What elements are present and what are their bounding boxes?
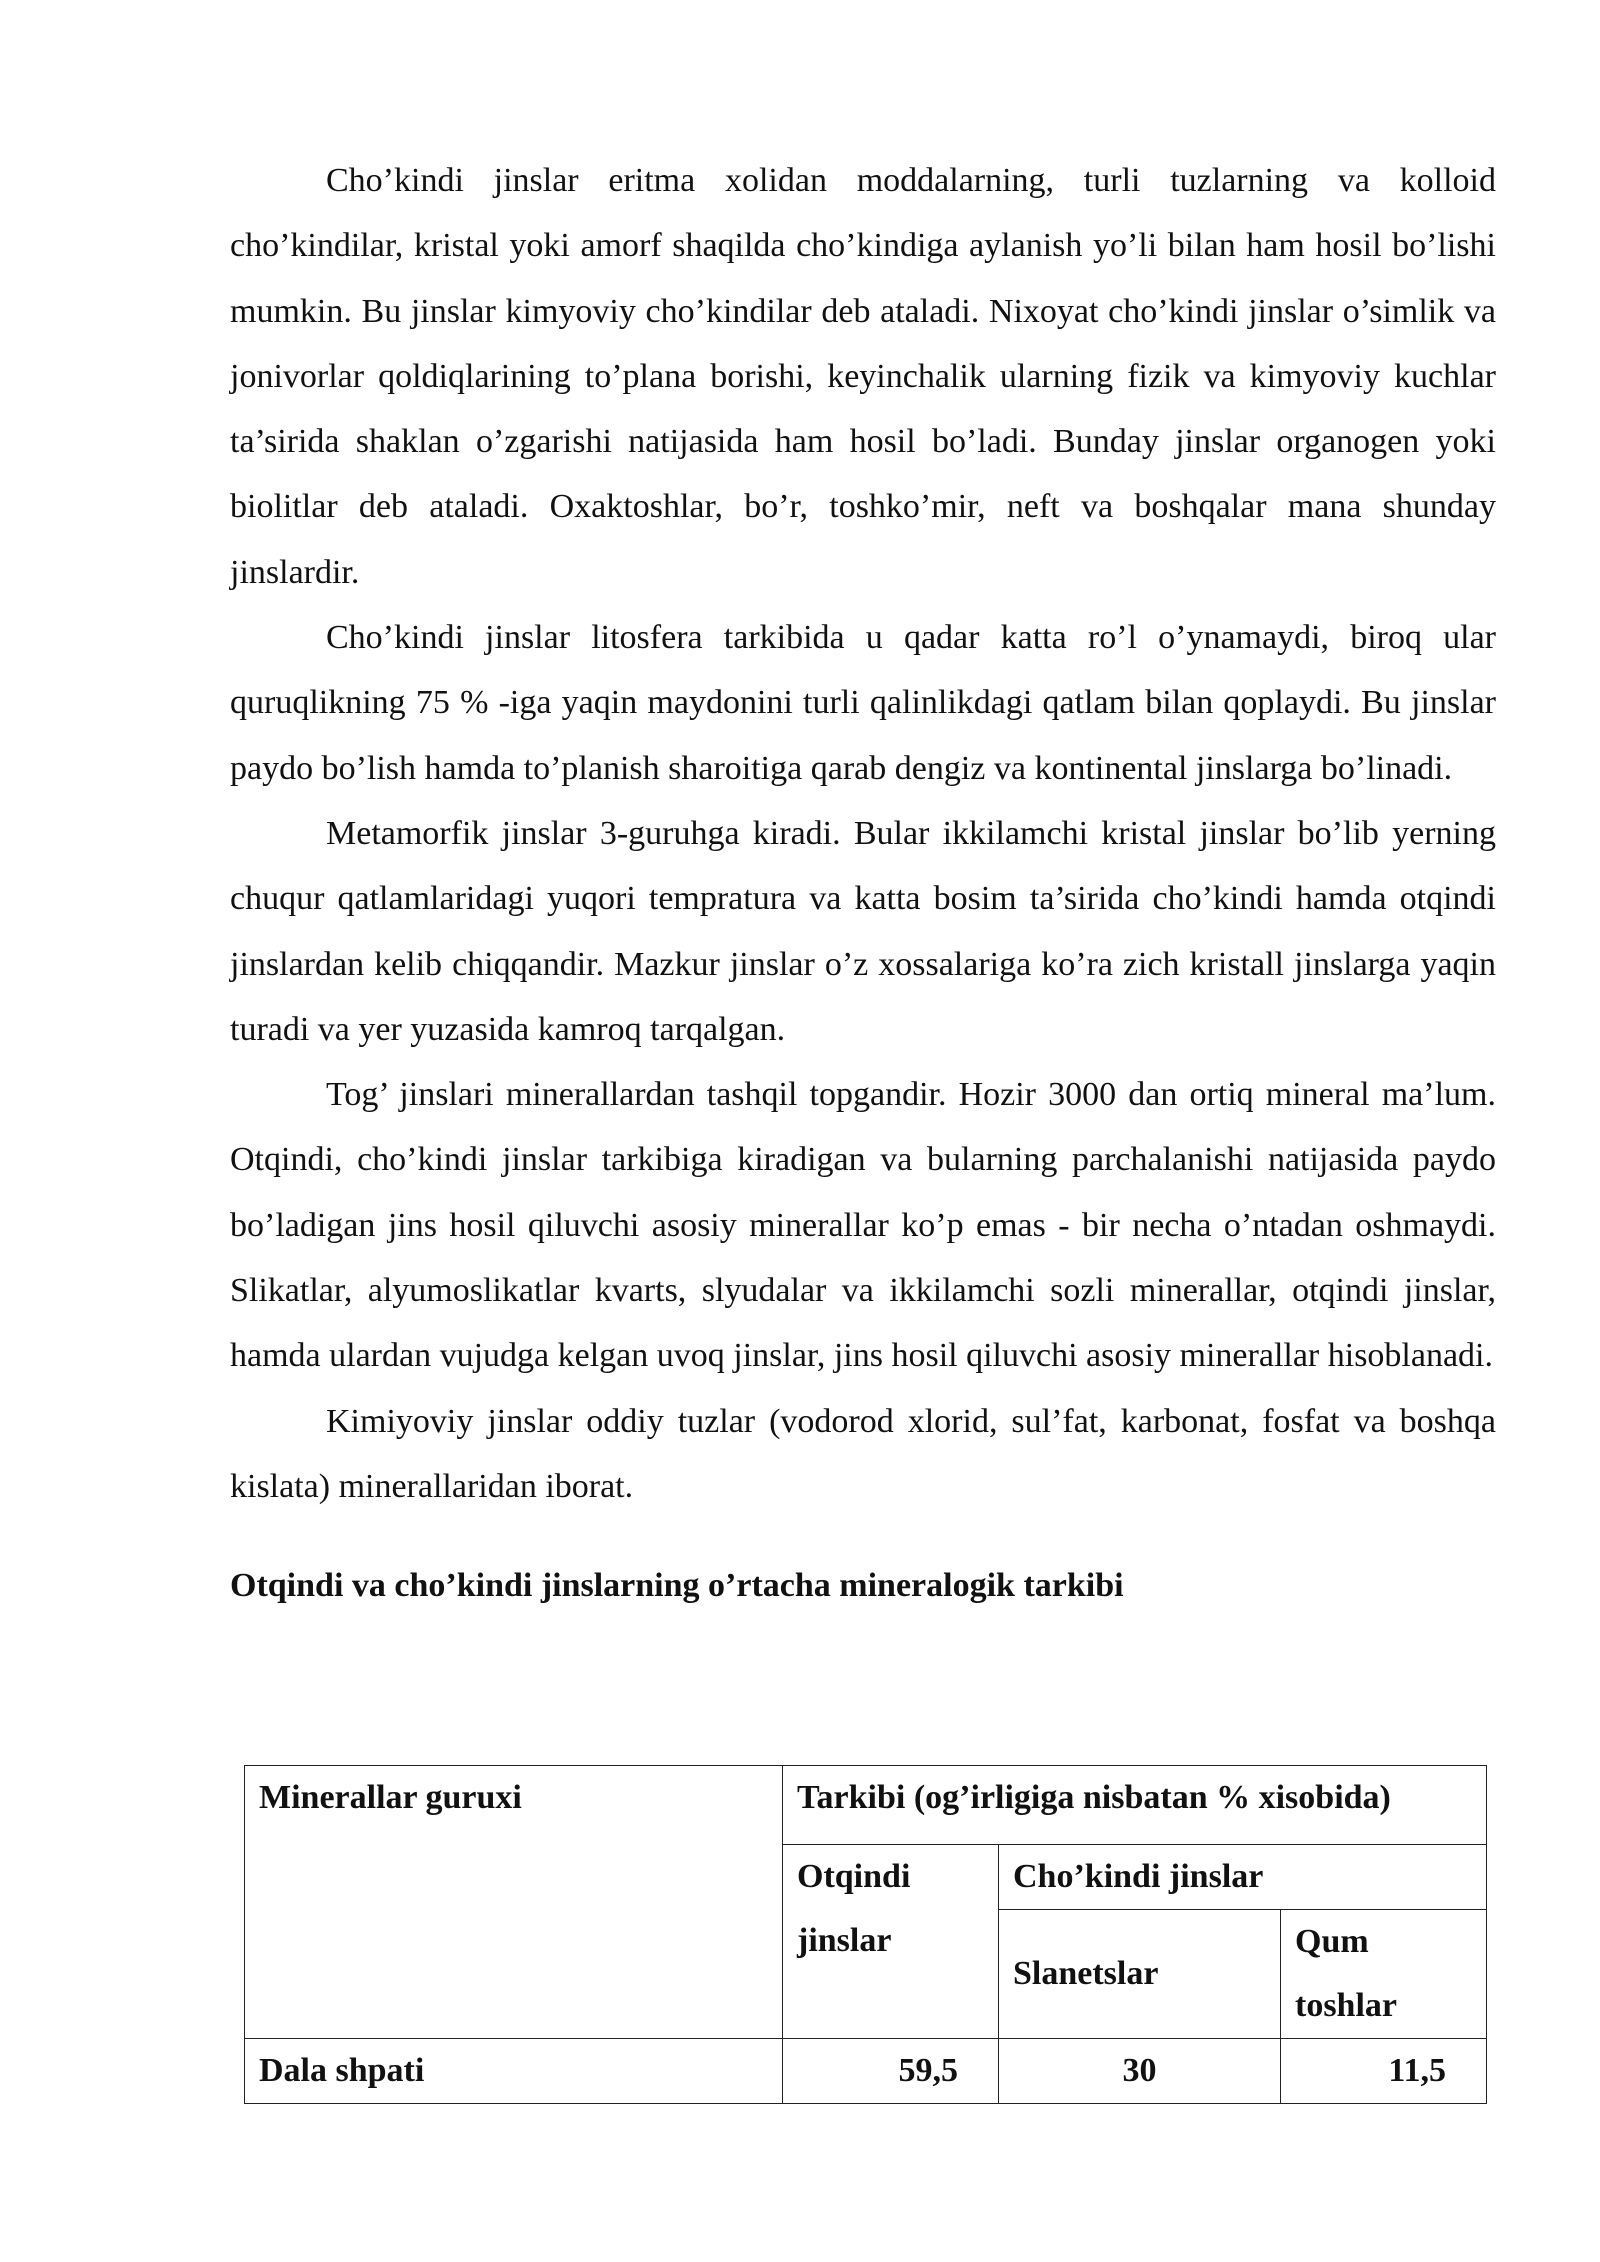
paragraph: Tog’ jinslari minerallardan tashqil topgandir. Hozir 3000 dan ortiq mineral ma’lum. Otqindi, cho’kindi jinslar tarkibiga kiradigan va bularning parchalanishi natijasida paydo bo’ladigan jins hosil qiluvchi asosiy minerallar ko’p emas - bir necha o’ntadan oshmaydi. Slikatlar, alyumoslikatlar kvarts, slyudalar va ikkilamchi sozli minerallar, otqindi jinslar, hamda ulardan vujudga kelgan uvoq jinslar, jins hosil qiluvchi asosiy minerallar hisoblanadi. xyxy=(230,1076,1496,1375)
table-caption: Otqindi va cho’kindi jinslarning o’rtacha mineralogik tarkibi xyxy=(230,1567,1124,1605)
paragraph: Cho’kindi jinslar eritma xolidan moddalarning, turli tuzlarning va kolloid cho’kindilar, kristal yoki amorf shaqilda cho’kindiga aylanish yo’li bilan ham hosil bo’lishi mumkin. Bu jinslar kimyoviy cho’kindilar deb ataladi. Nixoyat cho’kindi jinslar o’simlik va jonivorlar qoldiqlarining to’plana borishi, keyinchalik ularning fizik va kimyoviy kuchlar ta’sirida shaklan o’zgarishi natijasida ham hosil bo’ladi. Bunday jinslar organogen yoki biolitlar deb ataladi. Oxaktoshlar, bo’r, toshko’mir, neft va boshqalar mana shunday jinslardir. xyxy=(230,162,1496,591)
header-mineral-group: Minerallar guruxi xyxy=(245,1766,783,2039)
table-header-row xyxy=(245,1766,1487,1845)
cell-mineral: Dala shpati xyxy=(245,2039,783,2104)
paragraph: Metamorfik jinslar 3-guruhga kiradi. Bular ikkilamchi kristal jinslar bo’lib yerning chuqur qatlamlaridagi yuqori tempratura va katta bosim ta’sirida cho’kindi hamda otqindi jinslardan kelib chiqqandir. Mazkur jinslar o’z xossalariga ko’ra zich kristall jinslarga yaqin turadi va yer yuzasida kamroq tarqalgan. xyxy=(230,814,1496,1048)
header-igneous: Otqindi jinslar xyxy=(783,1845,999,2039)
cell-igneous: 59,5 xyxy=(783,2039,999,2104)
header-sandstones: Qum toshlar xyxy=(1281,1910,1487,2039)
cell-shales: 30 xyxy=(999,2039,1281,2104)
minerals-table xyxy=(244,1765,1487,2104)
paragraph: Cho’kindi jinslar litosfera tarkibida u qadar katta ro’l o’ynamaydi, biroq ular quruqlikning 75 % -iga yaqin maydonini turli qalinlikdagi qatlam bilan qoplaydi. Bu jinslar paydo bo’lish hamda to’planish sharoitiga qarab dengiz va kontinental jinslarga bo’linadi. xyxy=(230,619,1496,787)
paragraph: Kimiyoviy jinslar oddiy tuzlar (vodorod xlorid, sul’fat, karbonat, fosfat va boshqa kislata) minerallaridan iborat. xyxy=(230,1402,1496,1505)
document-page xyxy=(230,148,1496,2089)
header-sedimentary: Cho’kindi jinslar xyxy=(999,1845,1487,1910)
header-composition: Tarkibi (og’irligiga nisbatan % xisobida) xyxy=(783,1766,1487,1845)
header-shales: Slanetslar xyxy=(999,1910,1281,2039)
cell-sandstones: 11,5 xyxy=(1281,2039,1487,2104)
table-row xyxy=(245,2039,1487,2104)
